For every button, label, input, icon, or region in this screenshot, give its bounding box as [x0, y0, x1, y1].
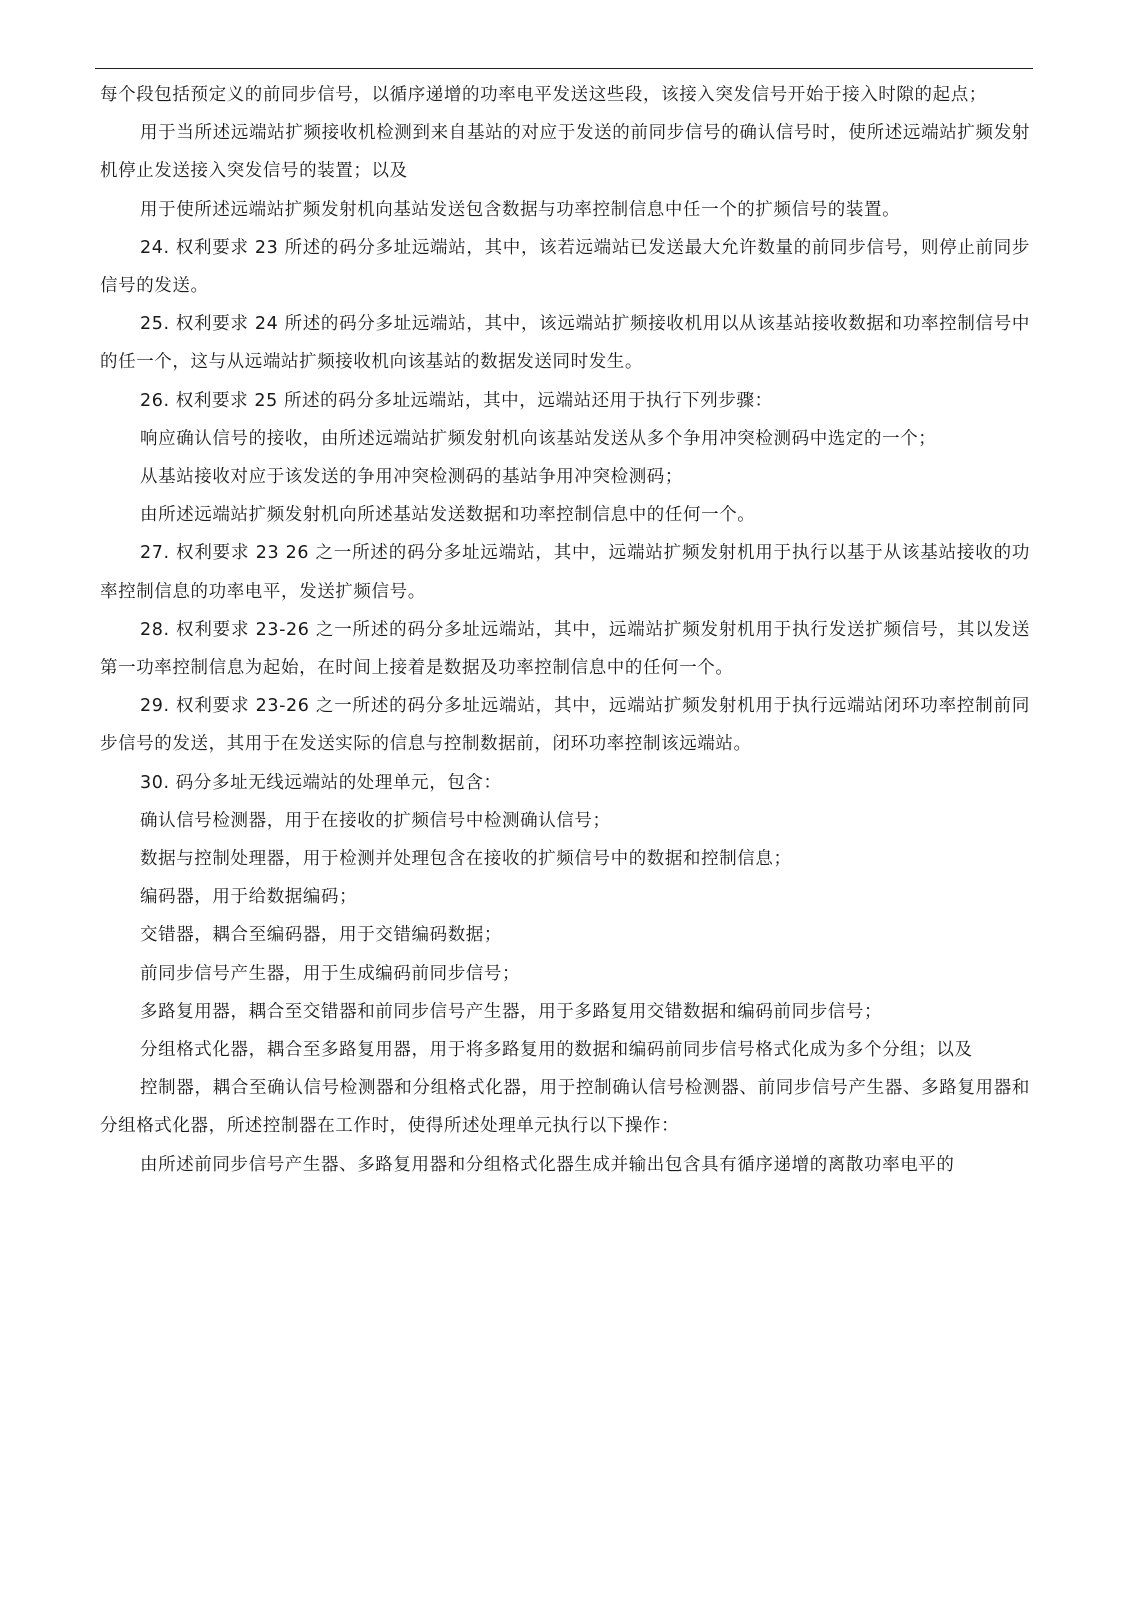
paragraph: 交错器，耦合至编码器，用于交错编码数据；: [140, 925, 502, 946]
claim-25: 25. 权利要求 24 所述的码分多址远端站，其中，该远端站扩频接收机用以从该基站接收数据和功率控制信号中的任一个，这与从远端站扩频接收机向该基站的数据发送同时发生。: [100, 314, 1030, 373]
paragraph: 由所述前同步信号产生器、多路复用器和分组格式化器生成并输出包含具有循序递增的离散功率电平的: [140, 1154, 955, 1175]
paragraph: 由所述远端站扩频发射机向所述基站发送数据和功率控制信息中的任何一个。: [140, 505, 756, 526]
claim-26: 26. 权利要求 25 所述的码分多址远端站，其中，远端站还用于执行下列步骤：: [140, 390, 773, 411]
paragraph: 每个段包括预定义的前同步信号，以循序递增的功率电平发送这些段，该接入突发信号开始于接入时隙的起点；: [100, 85, 987, 105]
claim-24: 24. 权利要求 23 所述的码分多址远端站，其中，该若远端站已发送最大允许数量的前同步信号，则停止前同步信号的发送。: [100, 237, 1030, 297]
header-rule: [95, 68, 1033, 69]
claim-27: 27. 权利要求 23 26 之一所述的码分多址远端站，其中，远端站扩频发射机用于执行以基于从该基站接收的功率控制信息的功率电平，发送扩频信号。: [100, 543, 1030, 602]
paragraph: 前同步信号产生器，用于生成编码前同步信号；: [140, 963, 521, 984]
paragraph: 用于当所述远端站扩频接收机检测到来自基站的对应于发送的前同步信号的确认信号时，使所述远端站扩频发射机停止发送接入突发信号的装置；以及: [100, 123, 1030, 182]
claim-28: 28. 权利要求 23-26 之一所述的码分多址远端站，其中，远端站扩频发射机用于执行发送扩频信号，其以发送第一功率控制信息为起始，在时间上接着是数据及功率控制信息中的任何一个。: [100, 619, 1030, 679]
paragraph: 用于使所述远端站扩频发射机向基站发送包含数据与功率控制信息中任一个的扩频信号的装置。: [140, 199, 901, 220]
paragraph: 数据与控制处理器，用于检测并处理包含在接收的扩频信号中的数据和控制信息；: [140, 849, 792, 870]
paragraph: 确认信号检测器，用于在接收的扩频信号中检测确认信号；: [140, 810, 611, 831]
paragraph: 多路复用器，耦合至交错器和前同步信号产生器，用于多路复用交错数据和编码前同步信号；: [140, 1001, 883, 1022]
claim-30: 30. 码分多址无线远端站的处理单元，包含：: [140, 772, 502, 793]
paragraph: 编码器，用于给数据编码；: [140, 887, 358, 908]
paragraph: 控制器，耦合至确认信号检测器和分组格式化器，用于控制确认信号检测器、前同步信号产生器、多路复用器和分组格式化器，所述控制器在工作时，使得所述处理单元执行以下操作：: [100, 1078, 1030, 1137]
document-body: [100, 76, 1030, 1184]
paragraph: 分组格式化器，耦合至多路复用器，用于将多路复用的数据和编码前同步信号格式化成为多个分组；以及: [140, 1040, 973, 1061]
claim-29: 29. 权利要求 23-26 之一所述的码分多址远端站，其中，远端站扩频发射机用于执行远端站闭环功率控制前同步信号的发送，其用于在发送实际的信息与控制数据前，闭环功率控制该远端站。: [100, 696, 1030, 755]
paragraph: 响应确认信号的接收，由所述远端站扩频发射机向该基站发送从多个争用冲突检测码中选定的一个；: [140, 428, 937, 449]
paragraph: 从基站接收对应于该发送的争用冲突检测码的基站争用冲突检测码；: [140, 467, 683, 488]
